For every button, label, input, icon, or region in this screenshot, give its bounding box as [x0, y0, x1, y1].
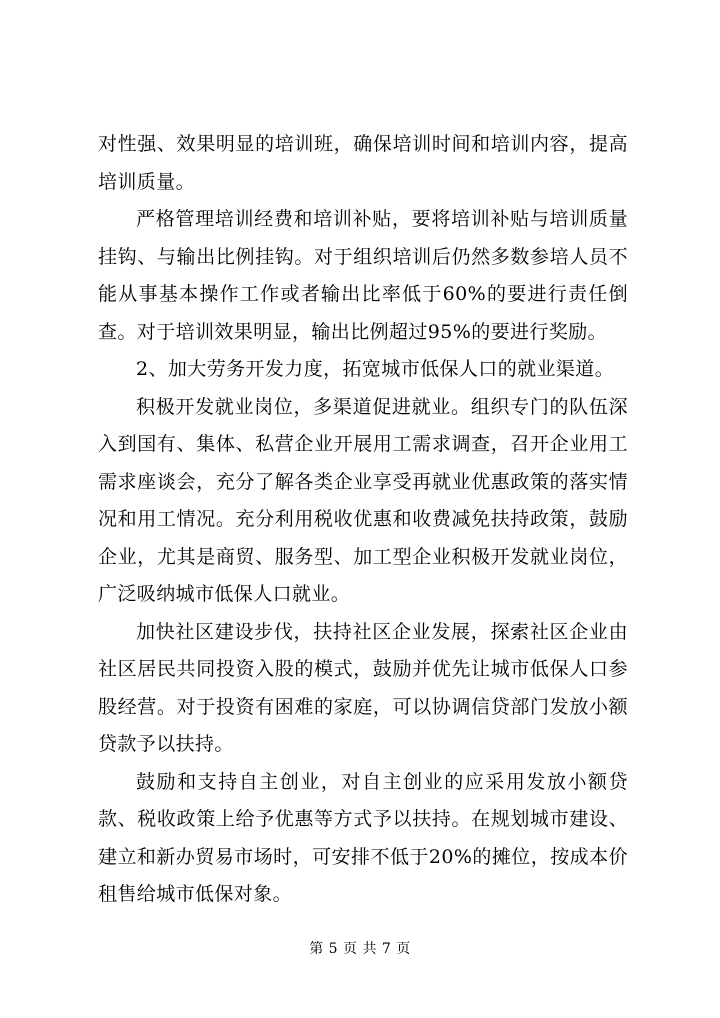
document-body [98, 126, 628, 914]
section-heading-labor-development: 2、加大劳务开发力度，拓宽城市低保人口的就业渠道。 [136, 358, 615, 380]
paragraph-self-employment: 鼓励和支持自主创业，对自主创业的应采用发放小额贷款、税收政策上给予优惠等方式予以扶持。在规划城市建设、建立和新办贸易市场时，可安排不低于20%的摊位，按成本价租售给城市低保对象。 [98, 770, 628, 905]
paragraph-training-funds: 严格管理培训经费和培训补贴，要将培训补贴与培训质量挂钩、与输出比例挂钩。对于组织培训后仍然多数参培人员不能从事基本操作工作或者输出比率低于60%的要进行责任倒查。对于培训效果明显，输出比例超过95%的要进行奖励。 [98, 208, 628, 343]
paragraph-job-positions: 积极开发就业岗位，多渠道促进就业。组织专门的队伍深入到国有、集体、私营企业开展用工需求调查，召开企业用工需求座谈会，充分了解各类企业享受再就业优惠政策的落实情况和用工情况。充分利用税收优惠和收费减免扶持政策，鼓励企业，尤其是商贸、服务型、加工型企业积极开发就业岗位，广泛吸纳城市低保人口就业。 [98, 395, 628, 605]
page-footer: 第 5 页 共 7 页 [309, 941, 411, 957]
paragraph-continuation: 对性强、效果明显的培训班，确保培训时间和培训内容，提高培训质量。 [98, 133, 628, 193]
paragraph-community-enterprise: 加快社区建设步伐，扶持社区企业发展，探索社区企业由社区居民共同投资入股的模式，鼓励并优先让城市低保人口参股经营。对于投资有困难的家庭，可以协调信贷部门发放小额贷款予以扶持。 [98, 620, 628, 755]
